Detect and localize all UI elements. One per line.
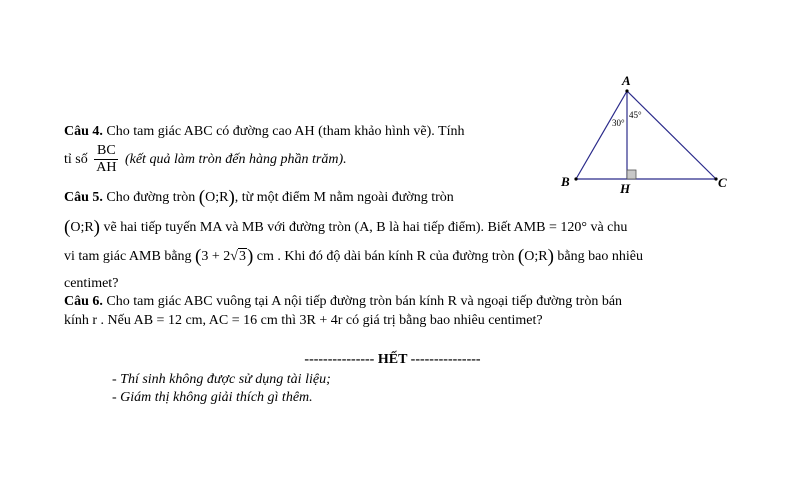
- q5-line4: [64, 275, 118, 293]
- point-b: [574, 177, 577, 180]
- point-a: [625, 89, 628, 92]
- q4-fraction: [94, 143, 118, 176]
- footer-note-2: - Giám thị không giải thích gì thêm.: [112, 390, 313, 405]
- end-text: --------------- HẾT ---------------: [304, 352, 481, 367]
- q5-circle-2: O;R: [70, 220, 94, 235]
- q4-text1: Cho tam giác ABC có đường cao AH (tham khảo hình vẽ). Tính: [106, 124, 465, 139]
- q4-frac-num: BC: [94, 143, 118, 160]
- q5-text3b: cm . Khi đó độ dài bán kính R của đường tròn: [256, 249, 515, 264]
- q6-text1: Cho tam giác ABC vuông tại A nội tiếp đường tròn bán kính R và ngoại tiếp đường tròn bán: [106, 294, 623, 309]
- footer-note-1: - Thí sinh không được sử dụng tài liệu;: [112, 372, 331, 387]
- angle-30-label: 30°: [612, 118, 625, 128]
- side-ab: [576, 91, 627, 179]
- q4-line1: [64, 123, 464, 141]
- q5-line1: Câu 5. Cho đường tròn (O;R), từ một điểm M nằm ngoài đường tròn: [64, 187, 454, 208]
- q5-text3c: bằng bao nhiêu: [557, 249, 643, 264]
- side-ac: [627, 91, 716, 179]
- q4-line2: [64, 143, 347, 177]
- label-b: B: [561, 174, 570, 189]
- q6-line2: [64, 312, 543, 330]
- q5-label: Câu 5.: [64, 190, 103, 205]
- right-angle-mark: [627, 170, 636, 179]
- q6-text2: kính r . Nếu AB = 12 cm, AC = 16 cm thì 3R + 4r có giá trị bằng bao nhiêu centimet?: [64, 313, 543, 328]
- q5-text2: vẽ hai tiếp tuyến MA và MB với đường tròn (A, B là hai tiếp điểm). Biết AMB = 120° và chu: [103, 220, 628, 235]
- end-marker: [0, 352, 785, 368]
- label-c: C: [718, 175, 727, 190]
- label-h: H: [620, 181, 631, 196]
- q4-label: Câu 4.: [64, 124, 103, 139]
- q4-note: (kết quả làm tròn đến hàng phần trăm).: [124, 152, 347, 167]
- q6-label: Câu 6.: [64, 294, 103, 309]
- q5-line2: (O;R) vẽ hai tiếp tuyến MA và MB với đường tròn (A, B là hai tiếp điểm). Biết AMB = 120° và chu: [64, 217, 628, 238]
- label-a: A: [622, 73, 631, 88]
- angle-45-label: 45°: [629, 110, 642, 120]
- q5-text4: centimet?: [64, 276, 119, 291]
- q5-perim-root: 3: [238, 249, 246, 264]
- q5-perim-a: 3 + 2: [201, 249, 231, 264]
- q5-text1b: , từ một điểm M nằm ngoài đường tròn: [234, 190, 454, 205]
- q5-text3a: vi tam giác AMB bằng: [64, 249, 192, 264]
- q6-line1: [64, 293, 622, 311]
- q5-line3: vi tam giác AMB bằng (3 + 2√3) cm . Khi đó độ dài bán kính R của đường tròn (O;R) bằng bao nhiêu: [64, 246, 643, 267]
- q5-text1a: Cho đường tròn: [106, 190, 196, 205]
- q5-circle-3: O;R: [524, 249, 548, 264]
- q4-frac-den: AH: [96, 160, 117, 176]
- q5-circle-1: O;R: [205, 190, 229, 205]
- q4-ratio-prefix: tỉ số: [64, 152, 88, 167]
